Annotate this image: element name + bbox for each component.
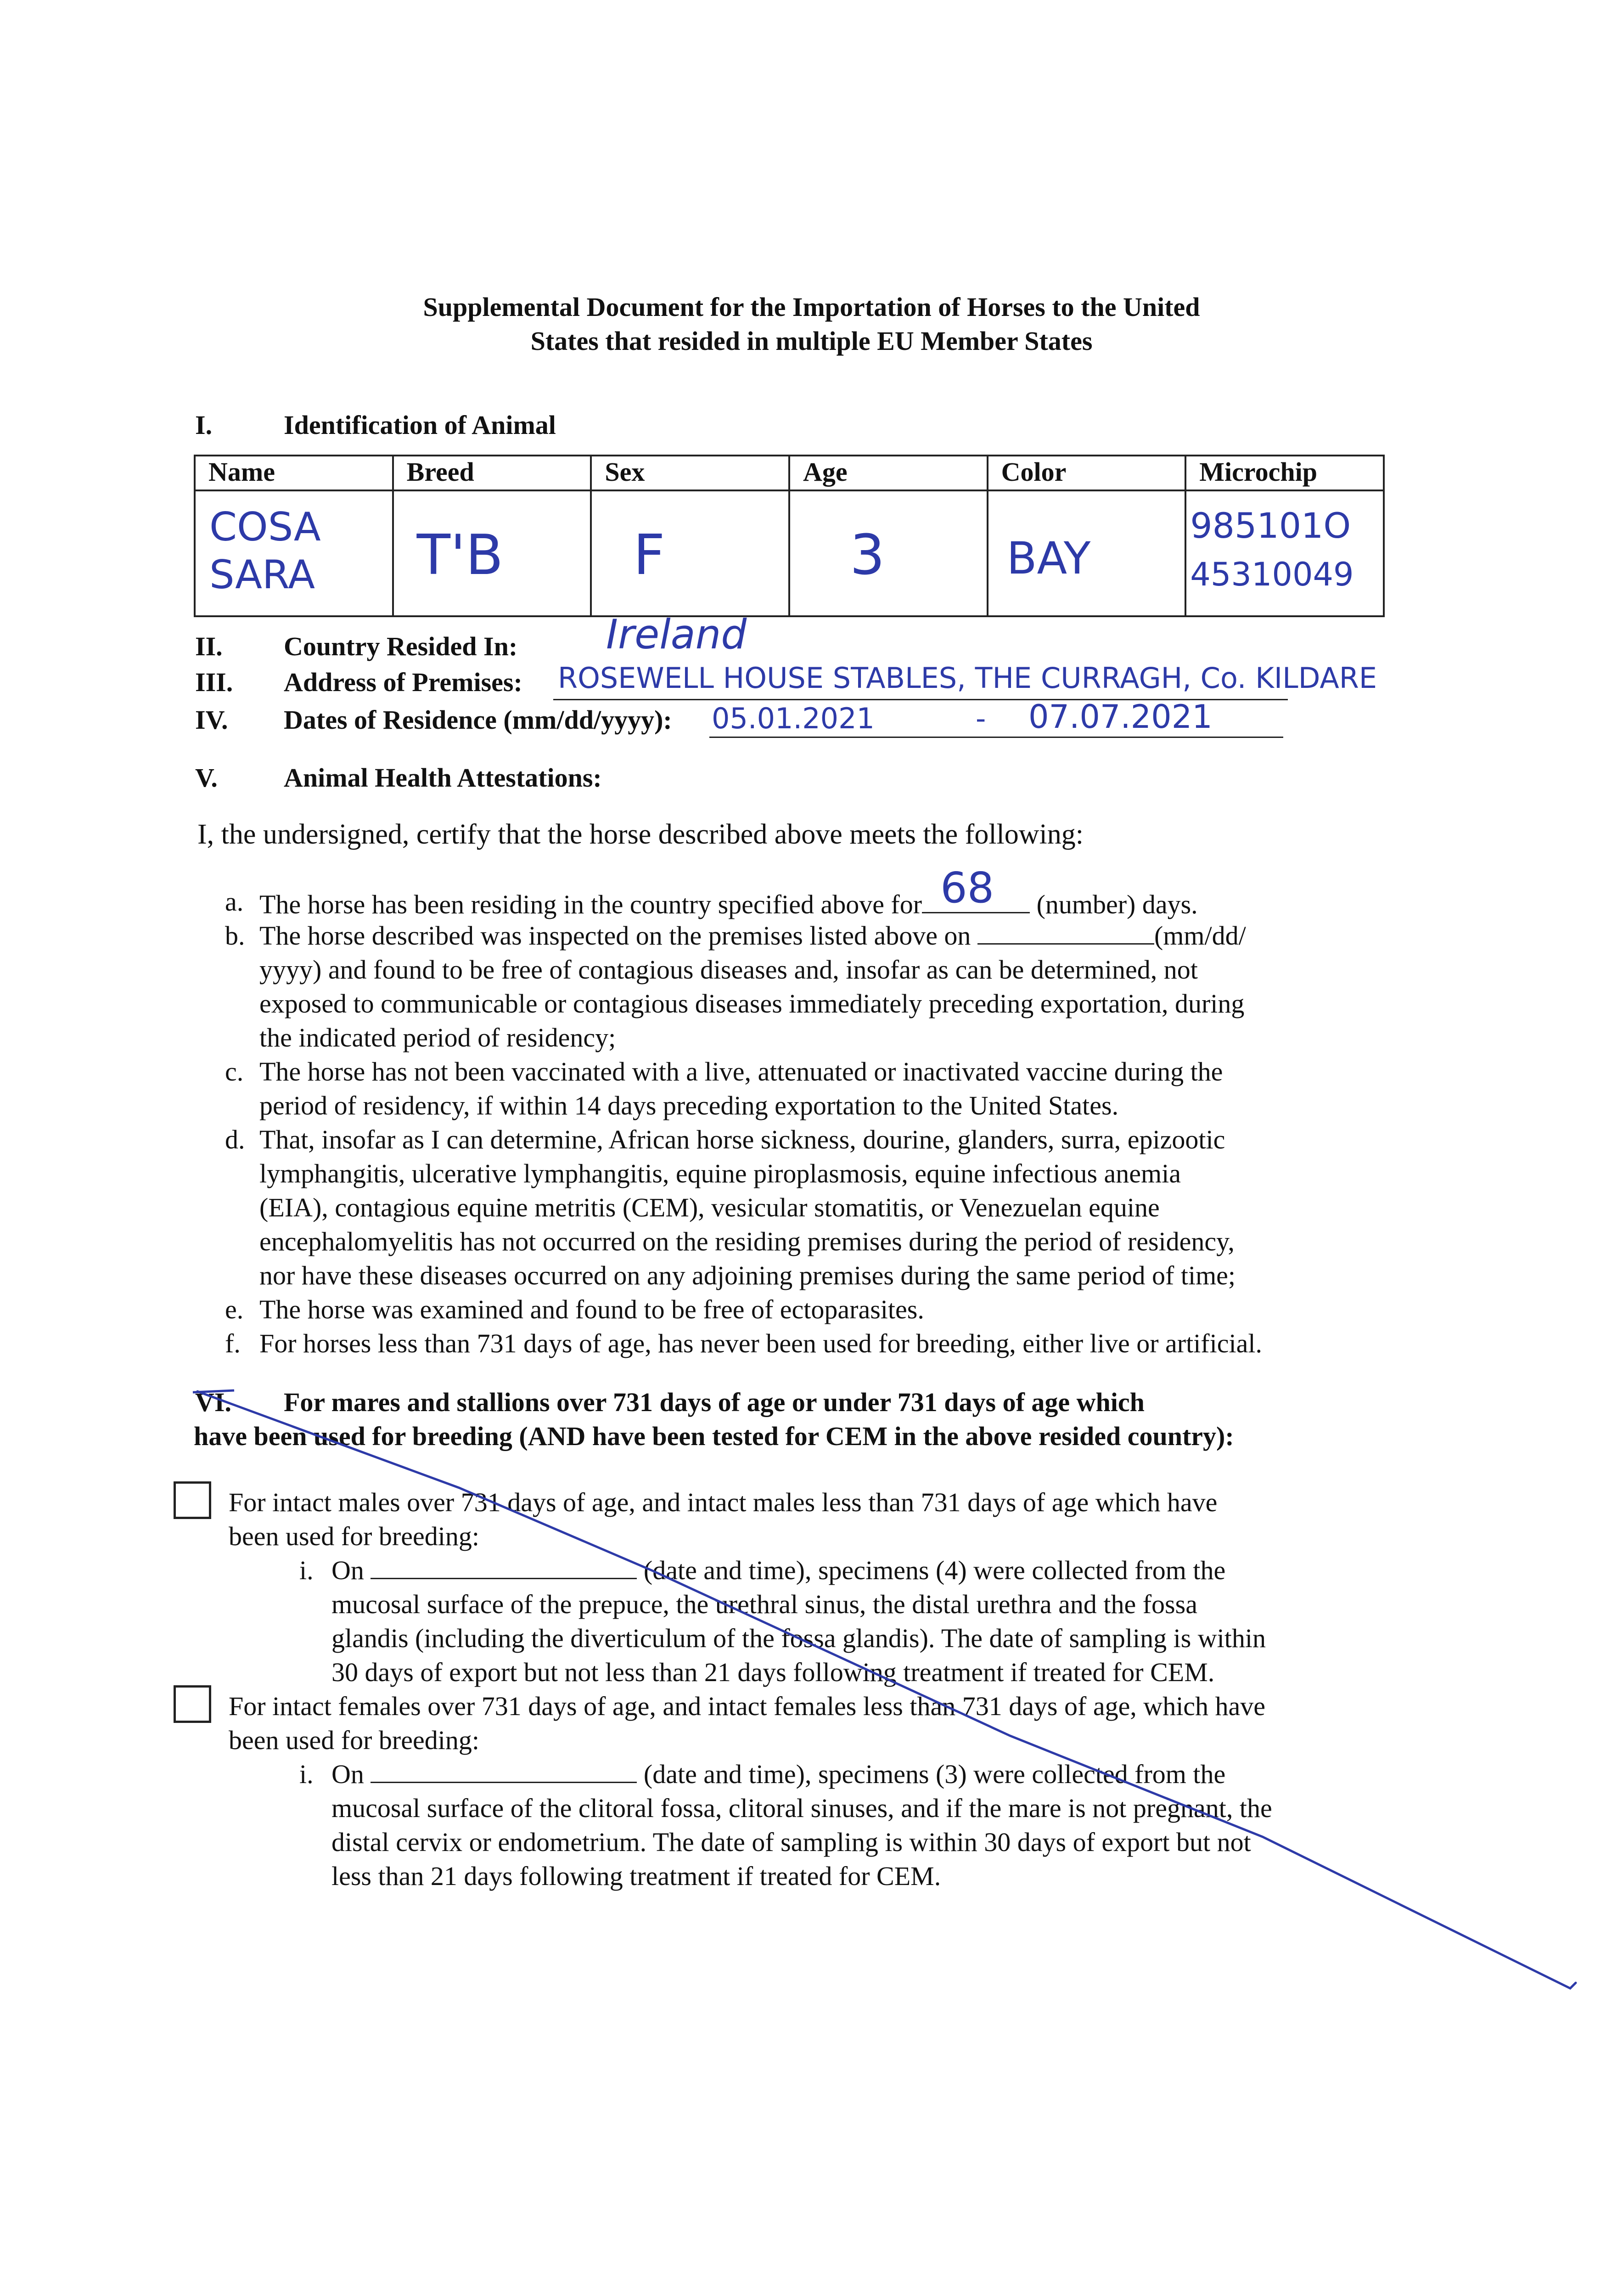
country-label: Country Resided In: (284, 631, 518, 661)
males-i-after: (date and time), specimens (4) were collected from the (643, 1555, 1226, 1585)
females-i-marker: i. (299, 1759, 314, 1789)
item-b-after: (mm/dd/ (1154, 921, 1246, 951)
header-microchip: Microchip (1185, 456, 1384, 490)
item-d-line4: encephalomyelitis has not occurred on the residing premises during the period of residency, (259, 1227, 1235, 1256)
item-e-text: The horse was examined and found to be free of ectoparasites. (259, 1294, 924, 1324)
name-cell[interactable] (195, 490, 393, 616)
males-i-line1 (331, 1555, 1225, 1586)
item-a-after: (number) days. (1036, 889, 1198, 919)
item-c-marker: c. (225, 1057, 244, 1086)
dates-label: Dates of Residence (mm/dd/yyyy): (284, 705, 672, 735)
address-label: Address of Premises: (284, 667, 522, 697)
females-line1: For intact females over 731 days of age, and intact females less than 731 days of age, which have (229, 1691, 1266, 1721)
residence-to-date[interactable]: 07.07.2021 (1028, 698, 1213, 736)
header-breed: Breed (393, 456, 591, 490)
animal-identification-table (194, 455, 1385, 617)
males-i-marker: i. (299, 1555, 314, 1585)
table-header-row (195, 456, 1384, 490)
address-value[interactable]: ROSEWELL HOUSE STABLES, THE CURRAGH, Co. KILDARE (558, 661, 1377, 695)
females-i-line1 (331, 1759, 1225, 1790)
item-d-line1: That, insofar as I can determine, African horse sickness, dourine, glanders, surra, epizootic (259, 1125, 1225, 1154)
females-line2: been used for breeding: (229, 1725, 479, 1755)
item-b-line3: exposed to communicable or contagious diseases immediately preceding exportation, during (259, 989, 1245, 1019)
section3-numeral: III. (195, 667, 233, 697)
item-b-marker: b. (225, 921, 245, 951)
age-value: 3 (849, 523, 885, 587)
males-date-field[interactable] (371, 1556, 637, 1579)
females-i-after: (date and time), specimens (3) were collected from the (643, 1759, 1226, 1789)
microchip-value-line2: 45310049 (1190, 556, 1354, 593)
item-a-before: The horse has been residing in the country specified above for (259, 889, 922, 919)
sex-cell[interactable] (591, 490, 789, 616)
document-title-line2: States that resided in multiple EU Member States (530, 326, 1093, 356)
item-a-text (259, 863, 1198, 920)
females-date-field[interactable] (371, 1760, 637, 1783)
section5-heading: Animal Health Attestations: (284, 763, 602, 793)
item-f-marker: f. (225, 1328, 241, 1358)
item-c-line1: The horse has not been vaccinated with a live, attenuated or inactivated vaccine during the (259, 1057, 1223, 1086)
section5-numeral: V. (195, 763, 218, 793)
breed-value: T'B (416, 523, 504, 587)
header-color: Color (988, 456, 1186, 490)
item-f-text: For horses less than 731 days of age, has never been used for breeding, either live or artificial. (259, 1328, 1262, 1358)
microchip-cell[interactable] (1185, 490, 1384, 616)
header-sex: Sex (591, 456, 789, 490)
name-value-line1: COSA (209, 504, 321, 550)
dates-underline (709, 737, 1283, 738)
males-i-line3: glandis (including the diverticulum of the fossa glandis). The date of sampling is within (331, 1623, 1266, 1653)
item-b-line4: the indicated period of residency; (259, 1023, 616, 1052)
males-i-line2: mucosal surface of the prepuce, the urethral sinus, the distal urethra and the fossa (331, 1589, 1197, 1619)
table-value-row (195, 490, 1384, 616)
section1-numeral: I. (195, 410, 213, 440)
females-i-on: On (331, 1759, 364, 1789)
item-b-line2: yyyy) and found to be free of contagious diseases and, insofar as can be determined, not (259, 955, 1198, 985)
males-line2: been used for breeding: (229, 1521, 479, 1551)
strikethrough-stroke (197, 1391, 1576, 1988)
females-checkbox[interactable] (174, 1685, 211, 1723)
section6-numeral: VI. (195, 1387, 231, 1417)
males-checkbox[interactable] (174, 1481, 211, 1519)
males-line1: For intact males over 731 days of age, and intact males less than 731 days of age which have (229, 1487, 1218, 1517)
section2-numeral: II. (195, 631, 223, 661)
color-cell[interactable] (988, 490, 1186, 616)
name-value-line2: SARA (209, 552, 315, 598)
days-field[interactable] (922, 863, 1030, 913)
item-d-line3: (EIA), contagious equine metritis (CEM), vesicular stomatitis, or Venezuelan equine (259, 1193, 1160, 1222)
country-value[interactable]: Ireland (606, 611, 747, 658)
residence-from-date[interactable]: 05.01.2021 (712, 702, 875, 735)
section4-numeral: IV. (195, 705, 228, 735)
section1-heading: Identification of Animal (284, 410, 556, 440)
item-c-line2: period of residency, if within 14 days preceding exportation to the United States. (259, 1091, 1119, 1120)
item-b-line1 (259, 920, 1246, 951)
item-d-line2: lymphangitis, ulcerative lymphangitis, equine piroplasmosis, equine infectious anemia (259, 1159, 1181, 1188)
color-value: BAY (1006, 533, 1091, 584)
header-age: Age (789, 456, 988, 490)
header-name: Name (195, 456, 393, 490)
item-b-before: The horse described was inspected on the premises listed above on (259, 921, 971, 951)
item-d-line5: nor have these diseases occurred on any adjoining premises during the same period of time; (259, 1261, 1236, 1290)
item-a-marker: a. (225, 887, 244, 917)
inspection-date-field[interactable] (977, 921, 1154, 945)
section6-heading-line2: have been used for breeding (AND have been tested for CEM in the above resided country): (194, 1421, 1234, 1451)
days-value: 68 (940, 863, 994, 912)
females-i-line2: mucosal surface of the clitoral fossa, clitoral sinuses, and if the mare is not pregnant, the (331, 1793, 1272, 1823)
item-e-marker: e. (225, 1294, 244, 1324)
attestation-intro: I, the undersigned, certify that the horse described above meets the following: (197, 819, 1084, 850)
document-title-line1: Supplemental Document for the Importation of Horses to the United (423, 292, 1200, 322)
sex-value: F (633, 523, 665, 587)
females-i-line3: distal cervix or endometrium. The date of sampling is within 30 days of export but not (331, 1827, 1251, 1857)
microchip-value-line1: 985101O (1190, 505, 1351, 546)
item-d-marker: d. (225, 1125, 245, 1154)
males-i-on: On (331, 1555, 364, 1585)
residence-date-dash: - (976, 702, 986, 735)
females-i-line4: less than 21 days following treatment if treated for CEM. (331, 1861, 941, 1891)
section6-heading-line1: For mares and stallions over 731 days of age or under 731 days of age which (284, 1387, 1145, 1417)
breed-cell[interactable] (393, 490, 591, 616)
males-i-line4: 30 days of export but not less than 21 days following treatment if treated for CEM. (331, 1657, 1215, 1687)
age-cell[interactable] (789, 490, 988, 616)
